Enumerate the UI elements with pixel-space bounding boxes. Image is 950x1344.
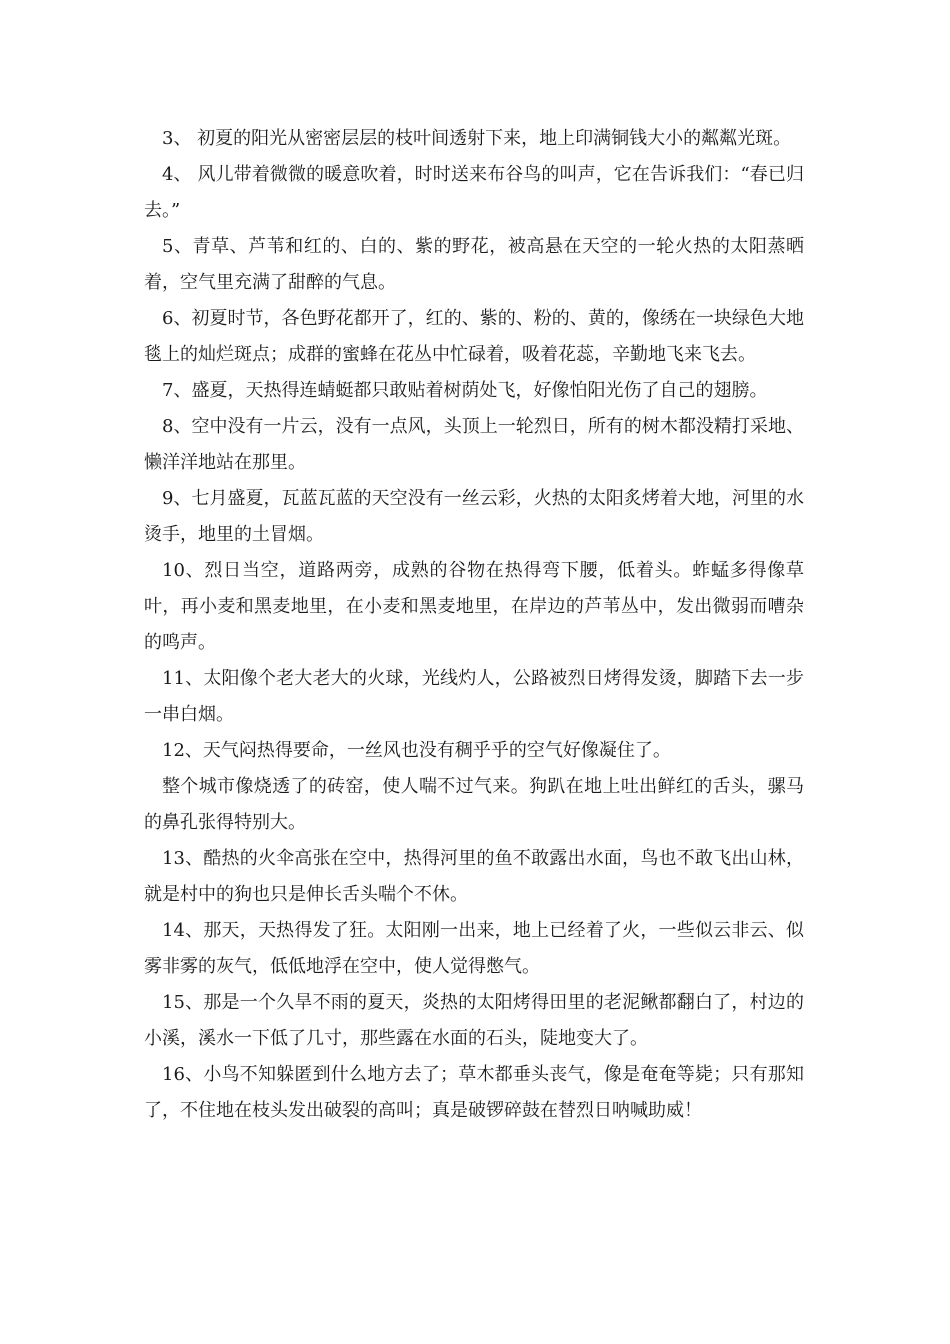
paragraph-5: 5、青草、芦苇和红的、白的、紫的野花，被高悬在天空的一轮火热的太阳蒸晒着，空气里充满了甜醉的气息。: [144, 236, 804, 293]
document-body: [144, 121, 804, 1129]
paragraph-16: 16、小鸟不知躲匿到什么地方去了；草木都垂头丧气，像是奄奄等毙；只有那知了，不住地在枝头发出破裂的高叫；真是破锣碎鼓在替烈日呐喊助威！: [144, 1064, 804, 1121]
paragraph-13: 13、酷热的火伞高张在空中，热得河里的鱼不敢露出水面，鸟也不敢飞出山林，就是村中的狗也只是伸长舌头喘个不休。: [144, 848, 804, 905]
paragraph-12: 12、天气闷热得要命，一丝风也没有稠乎乎的空气好像凝住了。: [162, 740, 671, 761]
paragraph-6: 6、初夏时节，各色野花都开了，红的、紫的、粉的、黄的，像绣在一块绿色大地毯上的灿烂斑点；成群的蜜蜂在花丛中忙碌着，吸着花蕊，辛勤地飞来飞去。: [144, 308, 804, 365]
paragraph-14: 14、那天，天热得发了狂。太阳刚一出来，地上已经着了火，一些似云非云、似雾非雾的灰气，低低地浮在空中，使人觉得憋气。: [144, 920, 804, 977]
paragraph-10: 10、烈日当空，道路两旁，成熟的谷物在热得弯下腰，低着头。蚱蜢多得像草叶，再小麦和黑麦地里，在小麦和黑麦地里，在岸边的芦苇丛中，发出微弱而嘈杂的鸣声。: [144, 560, 804, 653]
paragraph-7: 7、盛夏，天热得连蜻蜓都只敢贴着树荫处飞，好像怕阳光伤了自己的翅膀。: [162, 380, 768, 401]
paragraph-4: 4、 风儿带着微微的暖意吹着，时时送来布谷鸟的叫声，它在告诉我们：“春已归去。”: [144, 164, 804, 221]
paragraph-3: 3、 初夏的阳光从密密层层的枝叶间透射下来，地上印满铜钱大小的粼粼光斑。: [162, 128, 792, 149]
paragraph-9: 9、七月盛夏，瓦蓝瓦蓝的天空没有一丝云彩，火热的太阳炙烤着大地，河里的水烫手，地里的土冒烟。: [144, 488, 804, 545]
paragraph-15: 15、那是一个久旱不雨的夏天，炎热的太阳烤得田里的老泥鳅都翻白了，村边的小溪，溪水一下低了几寸，那些露在水面的石头，陡地变大了。: [144, 992, 804, 1049]
paragraph-12-continued: 整个城市像烧透了的砖窑，使人喘不过气来。狗趴在地上吐出鲜红的舌头，骡马的鼻孔张得特别大。: [144, 776, 804, 833]
paragraph-11: 11、太阳像个老大老大的火球，光线灼人，公路被烈日烤得发烫，脚踏下去一步一串白烟。: [144, 668, 804, 725]
paragraph-8: 8、空中没有一片云，没有一点风，头顶上一轮烈日，所有的树木都没精打采地、懒洋洋地站在那里。: [144, 416, 804, 473]
